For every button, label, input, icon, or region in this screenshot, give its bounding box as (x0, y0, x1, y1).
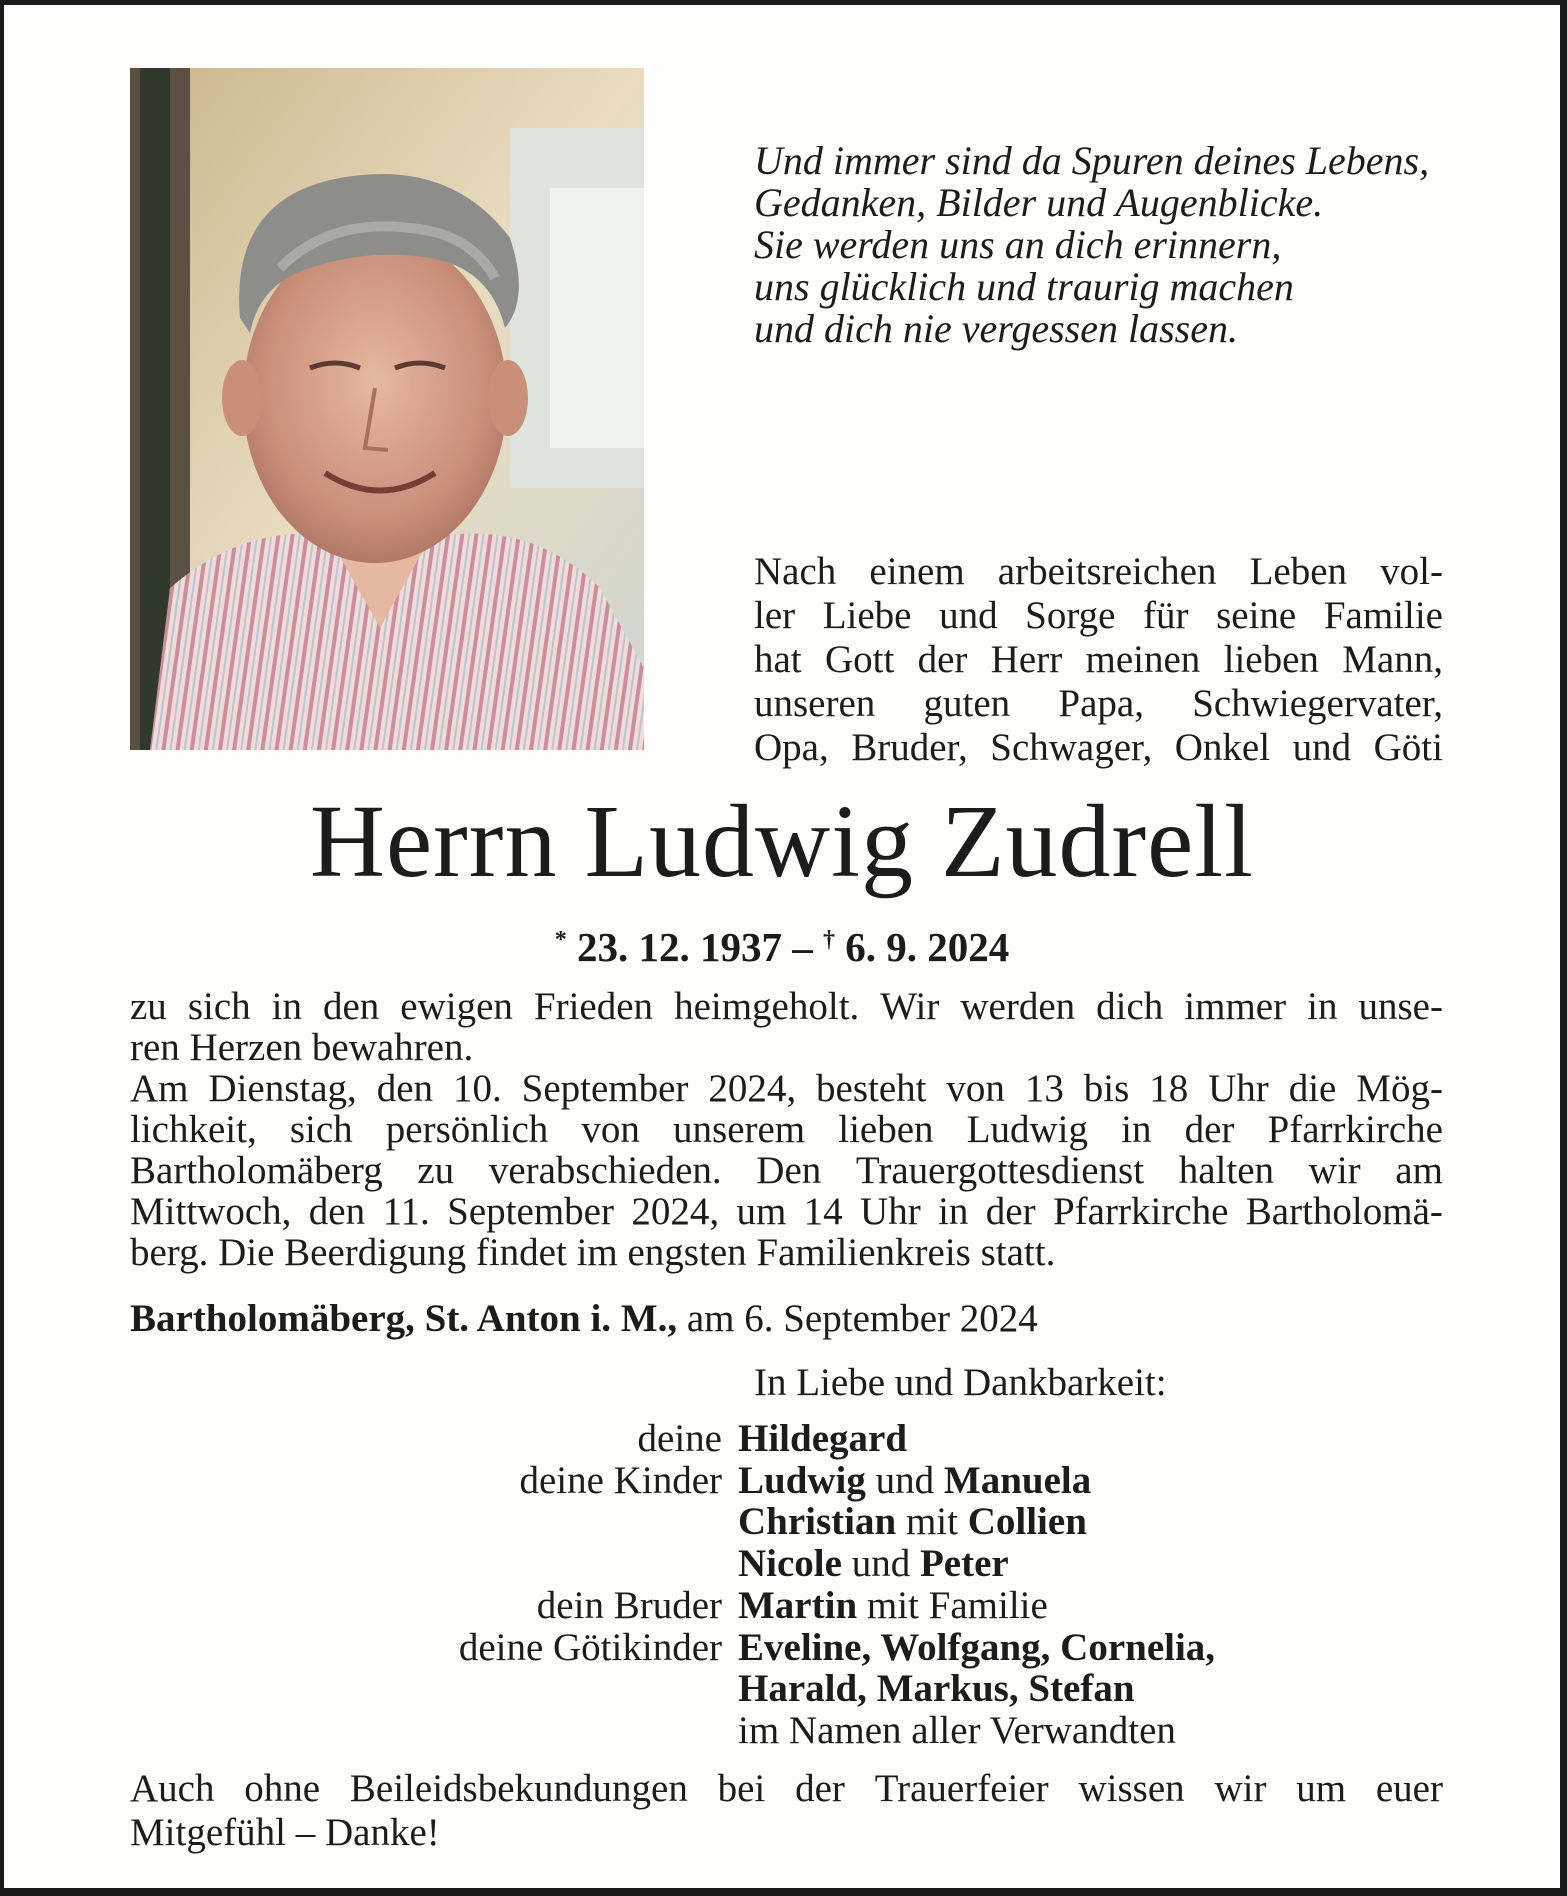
family-row (130, 1710, 1443, 1752)
family-connector: mit (896, 1500, 968, 1544)
family-relation (130, 1668, 738, 1710)
family-connector: mit Familie (857, 1583, 1048, 1627)
word: Auch (130, 1767, 215, 1810)
word: guten (923, 682, 1011, 725)
body-line: ren Herzen bewahren. (130, 1026, 474, 1069)
word: bei (717, 1767, 766, 1810)
word: von (946, 1067, 1005, 1110)
family-names (738, 1460, 1443, 1502)
word: 2024, (631, 1190, 720, 1233)
word: Wir (880, 985, 940, 1028)
family-names (738, 1627, 1443, 1669)
family-row (130, 1627, 1443, 1669)
family-row (130, 1418, 1443, 1460)
word: Bartholomäberg (130, 1149, 383, 1192)
word: die (1288, 1067, 1337, 1110)
body-line (130, 1109, 1443, 1150)
family-row (130, 1543, 1443, 1585)
word: meinen (1085, 638, 1201, 681)
family-member-name: Ludwig (738, 1458, 866, 1502)
word: immer (1184, 985, 1287, 1028)
word: werden (960, 985, 1076, 1028)
word: am (1395, 1149, 1443, 1192)
portrait-photo (130, 68, 644, 750)
family-row (130, 1460, 1443, 1502)
family-names (738, 1585, 1443, 1627)
word: persönlich (385, 1108, 549, 1151)
life-dates (4, 917, 1560, 970)
word: Onkel (1174, 726, 1271, 769)
word: wissen (1078, 1767, 1185, 1810)
word: verabschieden. (488, 1149, 722, 1192)
body-line (130, 1150, 1443, 1191)
word: lieben (838, 1108, 934, 1151)
word: Göti (1373, 726, 1443, 769)
word: Beileidsbekundungen (349, 1767, 688, 1810)
word: unseren (754, 682, 876, 725)
word: wir (1214, 1767, 1267, 1810)
word: 10. (452, 1067, 502, 1110)
family-relation: deine (637, 1417, 722, 1460)
word: der (985, 1190, 1036, 1233)
word: Nach (754, 550, 837, 593)
word: ewigen (400, 985, 513, 1028)
birth-date: 23. 12. 1937 (577, 924, 782, 970)
word: sich (289, 1108, 353, 1151)
word: Uhr (1208, 1067, 1269, 1110)
word: Uhr (860, 1190, 921, 1233)
family-member-name: Christian (738, 1500, 897, 1544)
poem-line: Gedanken, Bilder und Augenblicke. (754, 180, 1324, 225)
family-member-name: Harald, Markus, Stefan (738, 1667, 1135, 1711)
word: vol- (1380, 550, 1443, 593)
poem-line: und dich nie vergessen lassen. (754, 306, 1238, 351)
intro-paragraph (754, 550, 1443, 770)
family-connector: und (841, 1542, 920, 1586)
word: Bruder, (851, 726, 968, 769)
word: unse- (1358, 985, 1443, 1028)
family-member-name: Hildegard (738, 1417, 908, 1460)
word: September (521, 1067, 689, 1110)
word: Familie (1323, 594, 1443, 637)
word: einem (869, 550, 965, 593)
obituary-page (4, 5, 1560, 1888)
word: der (795, 1767, 845, 1810)
deceased-name: Herrn Ludwig Zudrell (309, 784, 1255, 899)
family-names (738, 1668, 1443, 1710)
intro-line (754, 682, 1443, 726)
word: besteht (816, 1067, 927, 1110)
word: zu (417, 1149, 455, 1192)
word: 18 (1149, 1067, 1189, 1110)
word: Pfarrkirche (1052, 1190, 1229, 1233)
word: in (1307, 985, 1338, 1028)
family-names (738, 1501, 1443, 1543)
word: Trauergottesdienst (855, 1149, 1145, 1192)
word: lichkeit, (130, 1108, 257, 1151)
word: Pfarrkirche (1267, 1108, 1443, 1151)
word: halten (1178, 1149, 1275, 1192)
word: Herr (990, 638, 1063, 681)
family-row (130, 1501, 1443, 1543)
word: 14 (803, 1190, 843, 1233)
intro-line (754, 550, 1443, 594)
word: sich (187, 985, 251, 1028)
word: 11. (382, 1190, 430, 1233)
word: Papa, (1058, 682, 1144, 725)
word: Den (756, 1149, 822, 1192)
family-connector: und (865, 1458, 944, 1502)
word: 2024, (708, 1067, 797, 1110)
family-member-name: Martin (738, 1583, 858, 1627)
word: der (1184, 1108, 1235, 1151)
word: Sorge (1025, 594, 1116, 637)
body-text (130, 986, 1443, 1273)
closing-line: Mitgefühl – Danke! (130, 1811, 440, 1854)
word: um (736, 1190, 787, 1233)
family-list (130, 1418, 1443, 1752)
body-line (130, 986, 1443, 1027)
word: Am (130, 1067, 189, 1110)
word: heimgeholt. (674, 985, 860, 1028)
family-connector: im Namen aller Verwandten (738, 1708, 1176, 1752)
family-relation (130, 1501, 738, 1543)
family-relation (130, 1710, 738, 1752)
word: Trauerfeier (874, 1767, 1049, 1810)
word: ler (754, 594, 796, 637)
place: Bartholomäberg, St. Anton i. M., (130, 1297, 678, 1340)
word: wir (1308, 1149, 1361, 1192)
word: bis (1083, 1067, 1130, 1110)
body-line: berg. Die Beerdigung findet im engsten Familienkreis statt. (130, 1231, 1056, 1274)
word: den (308, 1190, 366, 1233)
intro-line (754, 638, 1443, 682)
word: der (917, 638, 968, 681)
date-separator: – (792, 924, 813, 970)
word: Mittwoch, (130, 1190, 292, 1233)
word: unserem (673, 1108, 806, 1151)
poem-line: Sie werden uns an dich erinnern, (754, 222, 1282, 267)
birth-symbol: * (554, 927, 567, 953)
family-relation: deine Kinder (519, 1458, 722, 1502)
thanks-line: In Liebe und Dankbarkeit: (754, 1361, 1167, 1404)
family-row (130, 1668, 1443, 1710)
word: Mann, (1342, 638, 1443, 681)
family-member-name: Nicole (738, 1542, 842, 1586)
family-names (738, 1543, 1443, 1585)
word: zu (130, 985, 167, 1028)
word: den (322, 985, 380, 1028)
family-member-name: Collien (967, 1500, 1087, 1544)
word: Liebe (822, 594, 912, 637)
poem-line: Und immer sind da Spuren deines Lebens, (754, 138, 1430, 183)
word: Schwager, (990, 726, 1153, 769)
word: Frieden (533, 985, 654, 1028)
body-line (130, 1191, 1443, 1232)
notice-date: am 6. September 2024 (686, 1297, 1038, 1340)
family-member-name: Eveline, Wolfgang, Cornelia, (738, 1625, 1216, 1669)
word: Dienstag, (208, 1067, 357, 1110)
word: in (1121, 1108, 1152, 1151)
word: Bartholomä- (1245, 1190, 1443, 1233)
word: Gott (824, 638, 895, 681)
word: und (939, 594, 998, 637)
word: Schwiegervater, (1192, 682, 1443, 725)
word: in (938, 1190, 969, 1233)
family-relation: deine Götikinder (458, 1625, 722, 1669)
word: arbeitsreichen (997, 550, 1217, 593)
word: 13 (1024, 1067, 1064, 1110)
word: für (1143, 594, 1189, 637)
word: und (1292, 726, 1352, 769)
word: Mög- (1356, 1067, 1443, 1110)
word: den (376, 1067, 434, 1110)
family-names (738, 1418, 1443, 1460)
word: Opa, (754, 726, 829, 769)
closing-line (130, 1767, 1443, 1811)
family-member-name: Peter (919, 1542, 1009, 1586)
word: September (447, 1190, 614, 1233)
death-date: 6. 9. 2024 (845, 924, 1010, 970)
family-member-name: Manuela (943, 1458, 1092, 1502)
word: von (581, 1108, 640, 1151)
family-relation (130, 1543, 738, 1585)
word: in (271, 985, 302, 1028)
intro-line (754, 594, 1443, 638)
poem-line: uns glücklich und traurig machen (754, 264, 1294, 309)
family-names (738, 1710, 1443, 1752)
word: Leben (1249, 550, 1348, 593)
death-symbol: † (823, 927, 835, 953)
word: hat (754, 638, 802, 681)
closing-text (130, 1767, 1443, 1855)
body-line (130, 1068, 1443, 1109)
word: um (1296, 1767, 1347, 1810)
word: lieben (1223, 638, 1319, 681)
family-relation: dein Bruder (536, 1583, 722, 1627)
word: euer (1375, 1767, 1443, 1810)
word: ohne (244, 1767, 321, 1810)
place-date-line (130, 1297, 1443, 1341)
family-row (130, 1585, 1443, 1627)
word: Ludwig (966, 1108, 1089, 1151)
word: dich (1096, 985, 1164, 1028)
memorial-poem (754, 140, 1474, 350)
intro-line (754, 726, 1443, 770)
word: seine (1216, 594, 1297, 637)
